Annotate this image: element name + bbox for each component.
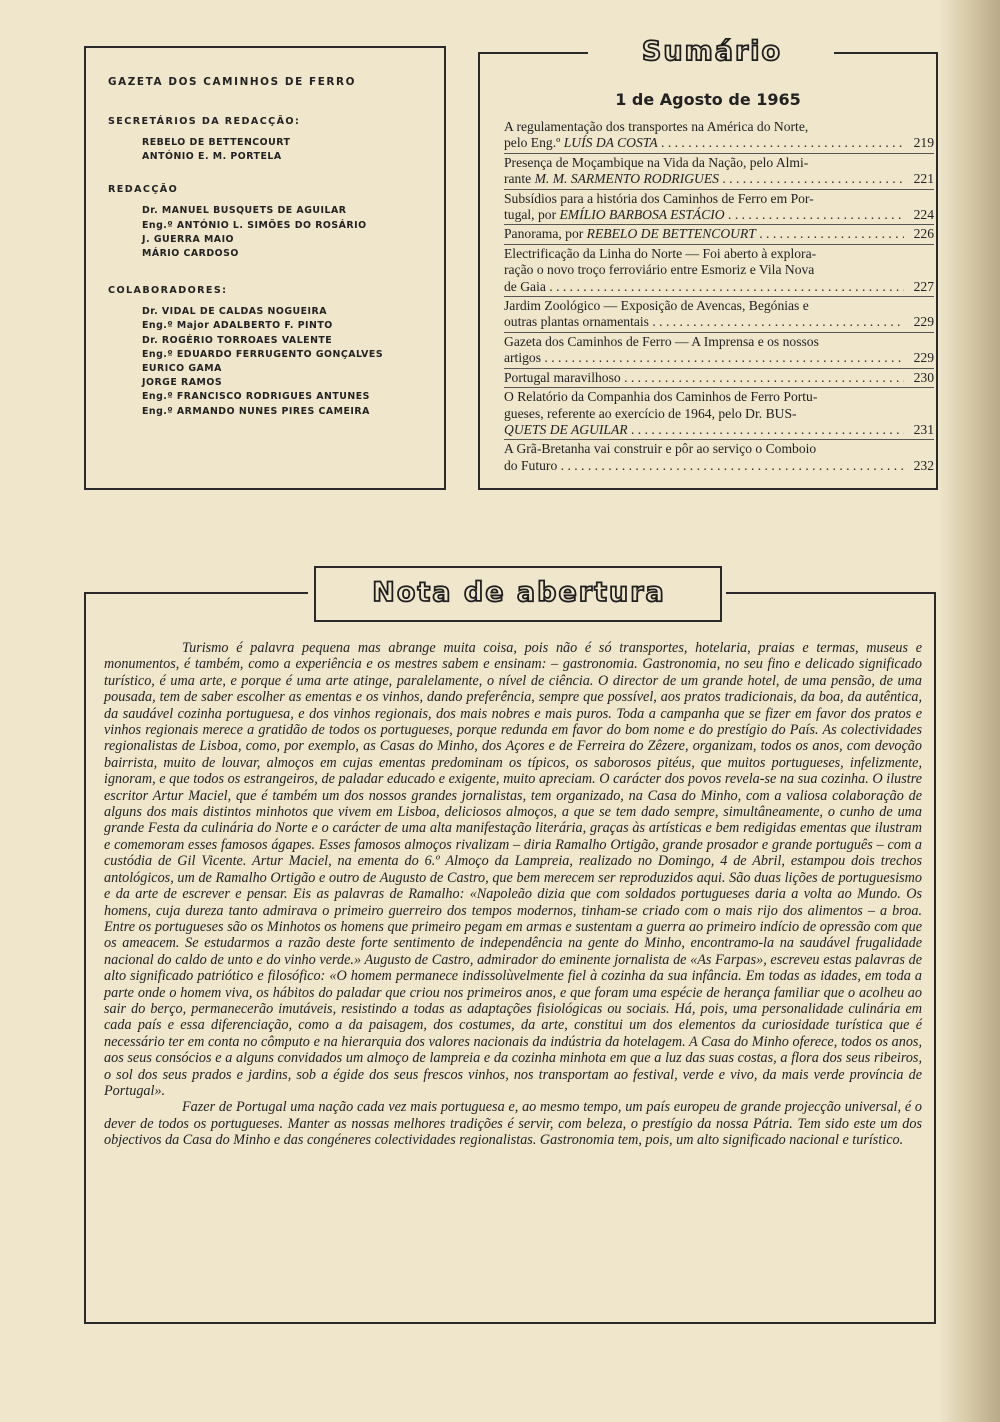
toc-entry-text: artigos [504, 350, 541, 366]
toc-page-number: 232 [913, 457, 934, 473]
toc-entry-last-line [504, 135, 934, 151]
toc-entry-lead [504, 350, 904, 366]
toc-entry-last-line [504, 350, 934, 366]
section-label-redaction: REDACÇÃO [108, 184, 179, 196]
toc-page-number: 224 [913, 207, 934, 223]
toc-entry-last-line [504, 226, 934, 242]
toc-entry-last-line [504, 458, 934, 474]
toc-entry-text: pelo Eng.º [504, 135, 564, 151]
collaborators-list [142, 305, 444, 419]
toc-page-number: 221 [913, 171, 934, 187]
toc-entry-text: de Gaia [504, 278, 546, 294]
staff-name: MÁRIO CARDOSO [142, 248, 239, 260]
toc-entry-lead [504, 422, 904, 438]
toc-entry-line: O Relatório da Companhia dos Caminhos de Ferro Portu- [504, 389, 818, 405]
toc-page-number: 227 [913, 278, 934, 294]
toc-entry [504, 190, 934, 226]
toc-entry [504, 333, 934, 369]
toc-entry-author: QUETS DE AGUILAR [504, 421, 628, 437]
toc-entry [504, 440, 934, 475]
page-edge-shadow [938, 0, 1000, 1422]
toc-entry [504, 245, 934, 297]
staff-name: Dr. ROGÉRIO TORROAES VALENTE [142, 334, 333, 346]
toc-entry-text: rante [504, 171, 535, 187]
toc-page-number: 226 [913, 226, 934, 242]
issue-date: 1 de Agosto de 1965 [615, 90, 801, 109]
editorial-body [104, 640, 922, 1149]
toc-entry-lead [504, 279, 904, 295]
editorial-paragraph: Fazer de Portugal uma nação cada vez mais portuguesa e, ao mesmo tempo, um país europeu de grande projecção universal, é o dever de todos os portugueses. Manter as nossas melhores tradições é servir, com beleza, o prestígio da nossa Pátria. Tem sido este um dos objectivos da Casa do Minho e das congéneres colectividades regionalistas. Gastronomia tem, pois, um alto significado nacional e turístico. [104, 1099, 922, 1149]
toc-entry [504, 369, 934, 388]
toc-page-number: 230 [913, 369, 934, 385]
secretaries-list [142, 136, 444, 164]
toc-entry-lead [504, 135, 904, 151]
toc-entry-lead [504, 314, 904, 330]
editorial-title: Nota de abertura [372, 577, 666, 608]
toc-entry-last-line [504, 314, 934, 330]
toc-entry-last-line [504, 171, 934, 187]
toc-entry [504, 388, 934, 440]
staff-name: EURICO GAMA [142, 363, 222, 375]
redaction-list [142, 204, 444, 261]
toc-entry-author: EMÍLIO BARBOSA ESTÁCIO [559, 207, 725, 223]
toc-entry-lead [504, 226, 904, 242]
toc-entry-lead [504, 458, 904, 474]
toc-entry-last-line [504, 370, 934, 386]
toc-entry-text: Portugal maravilhoso [504, 369, 621, 385]
toc-page-number: 229 [913, 314, 934, 330]
toc-entry-lead [504, 171, 904, 187]
toc-entry-line: gueses, referente ao exercício de 1964, pelo Dr. BUS- [504, 405, 797, 421]
toc-entry [504, 154, 934, 190]
staff-name: JORGE RAMOS [142, 377, 223, 389]
toc-entry-author: LUÍS DA COSTA [563, 135, 658, 151]
staff-name: Dr. MANUEL BUSQUETS DE AGUILAR [142, 205, 347, 217]
toc-entry-last-line [504, 279, 934, 295]
summary-box [478, 36, 938, 490]
toc-entry-line: Jardim Zoológico — Exposição de Avencas, Begónias e [504, 298, 809, 314]
summary-title: Sumário [641, 36, 783, 67]
toc-page-number: 231 [913, 421, 934, 437]
staff-name: ANTÓNIO E. M. PORTELA [142, 151, 282, 163]
toc-entry-lead [504, 207, 904, 223]
toc-entry-text: Panorama, por [504, 226, 587, 242]
toc-entry-author: REBELO DE BETTENCOURT [586, 226, 756, 242]
staff-name: Eng.º ANTÓNIO L. SIMÕES DO ROSÁRIO [142, 219, 367, 231]
publication-name: GAZETA DOS CAMINHOS DE FERRO [108, 76, 357, 88]
staff-box [84, 46, 446, 490]
section-label-secretaries: SECRETÁRIOS DA REDACÇÃO: [108, 116, 301, 127]
toc-entry-author: M. M. SARMENTO RODRIGUES [534, 171, 719, 187]
staff-name: Eng.º ARMANDO NUNES PIRES CAMEIRA [142, 405, 370, 417]
toc-entry-line: A Grã-Bretanha vai construir e pôr ao serviço o Comboio [504, 441, 817, 457]
toc-entry-line: A regulamentação dos transportes na América do Norte, [504, 119, 809, 134]
toc-entry-line: Subsídios para a história dos Caminhos de Ferro em Por- [504, 190, 814, 206]
staff-name: J. GUERRA MAIO [142, 233, 235, 245]
toc-entry [504, 297, 934, 333]
toc-entry [504, 225, 934, 244]
staff-name: Eng.º EDUARDO FERRUGENTO GONÇALVES [142, 348, 384, 360]
toc-page-number: 219 [913, 135, 934, 151]
editorial-box [84, 577, 936, 1324]
staff-name: Eng.º FRANCISCO RODRIGUES ANTUNES [142, 391, 370, 403]
editorial-paragraph: Turismo é palavra pequena mas abrange muita coisa, pois não é só transportes, hotelaria, praias e termas, museus e monumentos, é também, como a experiência e os mestres sabem e ensinam: – gastronomia. Gastronomia, no seu fino e delicado significado turístico, é uma arte, e porque é uma arte atinge, paralelamente, o nível de ciência. O director de um grande hotel, de uma pensão, de uma pousada, tem de saber escolher as ementas e os vinhos, dando preferência, sempre que possível, aos pratos tradicionais, da boa, da autêntica, da saudável cozinha portuguesa, e dos vinhos regionais, dos mais nobres e mais puros. Toda a campanha que se fizer em favor dos pratos e vinhos regionais merece a gratidão de todos os portugueses, porque redunda em favor do bom nome e do prestígio do País. As colectividades regionalistas de Lisboa, como, por exemplo, as Casas do Minho, dos Açores e de Ferreira do Zêzere, organizam, todos os anos, com devoção bairrista, muito de louvar, almoços em cujas ementas predominam os típicos, os saborosos pitéus, que muitos portugueses, infelizmente, ignoram, e que todos os estrangeiros, de paladar educado e exigente, muito apreciam. O carácter dos povos revela-se na sua cozinha. O ilustre escritor Artur Maciel, que é também um dos nossos grandes jornalistas, tem organizado, na Casa do Minho, com a valiosa colaboração de alguns dos mais distintos minhotos que vivem em Lisboa, deliciosos almoços, a que se tem dado sempre, simultâneamente, o cunho de uma grande Festa da culinária do Norte e o carácter de uma alta manifestação literária, graças às artísticas e bem redigidas ementas que ilustram e comemoram esses famosos ágapes. Esses famosos almoços rivalizam – diria Ramalho Ortigão, grande prosador e grande português – com a custódia de Gil Vicente. Artur Maciel, na ementa do 6.º Almoço da Lampreia, realizado no Domingo, 4 de Abril, estampou dois trechos antológicos, um de Ramalho Ortigão e outro de Augusto de Castro, que bem merecem ser reproduzidos aqui. São duas lições de portuguesismo e da arte de escrever e pensar. Eis as palavras de Ramalho: «Napoleão dizia que com soldados portugueses daria a volta ao Mundo. Os homens, cuja dureza tanto admirava o primeiro guerreiro dos tempos modernos, tinham-se criado com o mais rijo dos alimentos – a broa. Entre os portugueses são os Minhotos os homens que primeiro pegam em armas e sustentam a guerra ao primeiro indício de opressão com que os ameacem. Se estudarmos a razão deste forte sentimento de independência na gente do Minho, encontramo-la na saudável frugalidade nacional do caldo de unto e do vinho verde.» Augusto de Castro, admirador do eminente jornalista de «As Farpas», escreveu estas palavras de alto significado patriótico e filosófico: «O homem permanece indissolùvelmente fiel à cozinha da sua infância. Em todas as idades, em toda a parte onde o homem viva, os hábitos do paladar que criou nos primeiros anos, e que foram uma espécie de herança familiar que o acolheu ao sair do berço, permanecerão imutáveis, resistindo a todas as adaptações fisiológicas ou sociais. Há, pois, uma personalidade culinária em cada país e essa diferenciação, como a da paisagem, dos costumes, da arte, constitui um dos elementos da curiosidade turística que é necessário ter em conta no cômputo e na hierarquia dos valores nacionais da indústria da hotelagem. A Casa do Minho oferece, todos os anos, aos seus consócios e a alguns convidados um almoço de lampreia e da cozinha minhota em que a luz das suas costas, a flora dos seus ribeiros, o sol dos seus prados e jardins, sob a égide dos seus frescos vinhos, nos transportam ao festival, verde e vivo, da mais verde província de Portugal». [104, 640, 922, 1099]
toc-entry-line: ração o novo troço ferroviário entre Esmoriz e Vila Nova [504, 262, 815, 278]
toc-entry-line: Presença de Moçambique na Vida da Nação, pelo Almi- [504, 154, 809, 170]
toc-entry-line: Electrificação da Linha do Norte — Foi aberto à explora- [504, 245, 817, 261]
toc-entry-last-line [504, 422, 934, 438]
staff-name: Dr. VIDAL DE CALDAS NOGUEIRA [142, 306, 328, 318]
toc-entry-text: outras plantas ornamentais [504, 314, 649, 330]
toc-entry-lead [504, 370, 904, 386]
staff-name: Eng.º Major ADALBERTO F. PINTO [142, 320, 333, 332]
toc-entry [504, 118, 934, 154]
toc-page-number: 229 [913, 350, 934, 366]
toc-entry-text: tugal, por [504, 207, 560, 223]
toc-entry-last-line [504, 207, 934, 223]
section-label-collaborators: COLABORADORES: [108, 285, 228, 297]
table-of-contents [504, 118, 934, 475]
toc-entry-line: Gazeta dos Caminhos de Ferro — A Imprensa e os nossos [504, 333, 819, 349]
staff-name: REBELO DE BETTENCOURT [142, 137, 291, 148]
toc-entry-text: do Futuro [504, 457, 558, 473]
